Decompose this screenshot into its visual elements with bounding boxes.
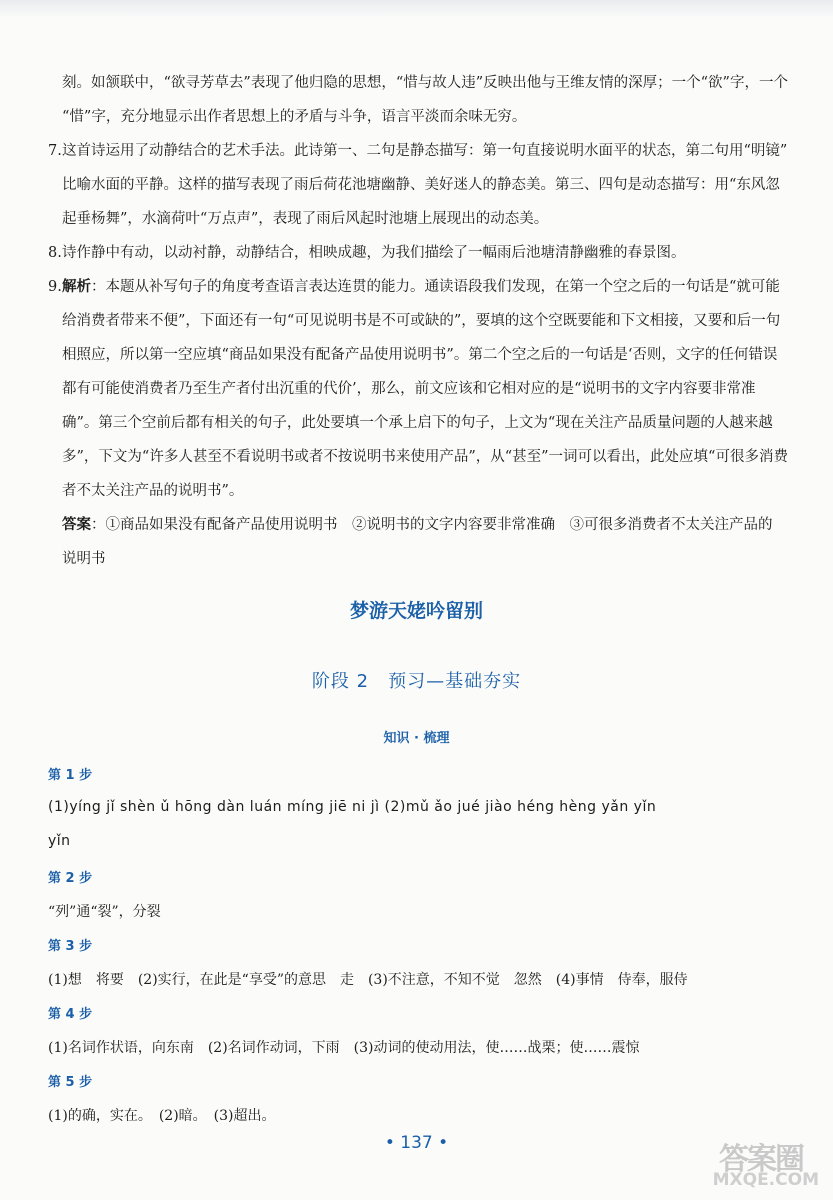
q9-number: 9. [48,279,62,295]
watermark-line-2: MXQE.COM [712,1170,819,1190]
q9-answer-line-2: 说明书 [62,551,106,567]
q9-analysis-text-4: 都有可能使消费者乃至生产者付出沉重的代价’，那么，前文应该和它相对应的是“说明书的文字内容要非常准 [62,381,756,397]
q9-analysis-text-5: 确”。第三个空前后都有相关的句子，此处要填一个承上启下的句子，上文为“现在关注产品质量问题的人越来越 [62,415,773,431]
step-4-line-1: (1)名词作状语，向东南 (2)名词作动词，下雨 (3)动词的使动用法，使……战栗；使……震惊 [48,1040,640,1056]
step-2-label: 第 2 步 [48,871,93,886]
section-title: 知识 · 梳理 [383,731,450,746]
lesson-title: 梦游天姥吟留别 [349,600,483,622]
q7-line-2: 比喻水面的平静。这样的描写表现了雨后荷花池塘幽静、美好迷人的静态美。第三、四句是动态描写：用“东风忽 [62,177,780,193]
q7-number: 7. [48,143,62,159]
q9-analysis-text-7: 者不太关注产品的说明书”。 [62,483,244,499]
q8-number: 8. [48,245,62,261]
q9-answer-label: 答案 [62,516,91,533]
step-5-line-1: (1)的确，实在。 (2)暗。 (3)超出。 [48,1108,276,1124]
q9-analysis-label: 解析 [62,278,91,295]
q9-analysis-text-1: ：本题从补写句子的角度考查语言表达连贯的能力。通读语段我们发现，在第一个空之后的一句话是“就可能 [91,279,780,295]
q7-line-3: 起垂杨舞”，水滴荷叶“万点声”，表现了雨后风起时池塘上展现出的动态美。 [62,211,549,227]
q9-analysis-text-6: 多”，下文为“许多人甚至不看说明书或者不按说明书来使用产品”，从“甚至”一词可以看出，此处应填“可很多消费 [62,449,788,465]
q8-line-1 [48,236,686,270]
q9-answer-text-1: ：①商品如果没有配备产品使用说明书 ②说明书的文字内容要非常准确 ③可很多消费者不太关注产品的 [91,517,773,533]
watermark-line-1: 答案圈 [719,1142,803,1177]
q9-line-1 [48,270,780,304]
watermark-logo [712,1134,819,1190]
step-1-label: 第 1 步 [48,768,93,783]
q7-line-1 [48,134,787,168]
stage-title: 阶段 2 预习—基础夯实 [311,671,522,692]
q9-answer-line-1 [62,508,773,542]
continued-text-line-1: 刻。如颔联中，“欲寻芳草去”表现了他归隐的思想，“惜与故人违”反映出他与王维友情的深厚；一个“欲”字，一个 [62,75,788,91]
step-2-line-1: “列”通“裂”，分裂 [48,904,161,920]
continued-text-line-2: “惜”字，充分地显示出作者思想上的矛盾与斗争，语言平淡而余味无穷。 [62,109,527,125]
step-3-label: 第 3 步 [48,939,93,954]
step-4-label: 第 4 步 [48,1007,93,1022]
step-3-line-1: (1)想 将要 (2)实行，在此是“享受”的意思 走 (3)不注意，不知不觉 忽然 (4)事情 侍奉，服侍 [48,972,688,988]
q9-analysis-text-3: 相照应，所以第一空应填“商品如果没有配备产品使用说明书”。第二个空之后的一句话是‘否则，文字的任何错误 [62,347,778,363]
q7-text-1: 这首诗运用了动静结合的艺术手法。此诗第一、二句是静态描写：第一句直接说明水面平的状态，第二句用“明镜” [62,143,788,159]
step-5-label: 第 5 步 [48,1075,93,1090]
q8-text-1: 诗作静中有动，以动衬静，动静结合，相映成趣，为我们描绘了一幅雨后池塘清静幽雅的春景图。 [62,245,686,261]
step-1-line-1: (1)yíng jǐ shèn ǔ hōng dàn luán míng jiē ni jì (2)mǔ ǎo jué jiào héng hèng yǎn yǐn [48,799,657,815]
q9-analysis-text-2: 给消费者带来不便”，下面还有一句“可见说明书是不可或缺的”，要填的这个空既要能和下文相接，又要和后一句 [62,313,781,329]
page-number: • 137 • [384,1133,449,1153]
scan-top-edge [0,0,833,18]
step-1-line-2: yǐn [48,833,71,849]
